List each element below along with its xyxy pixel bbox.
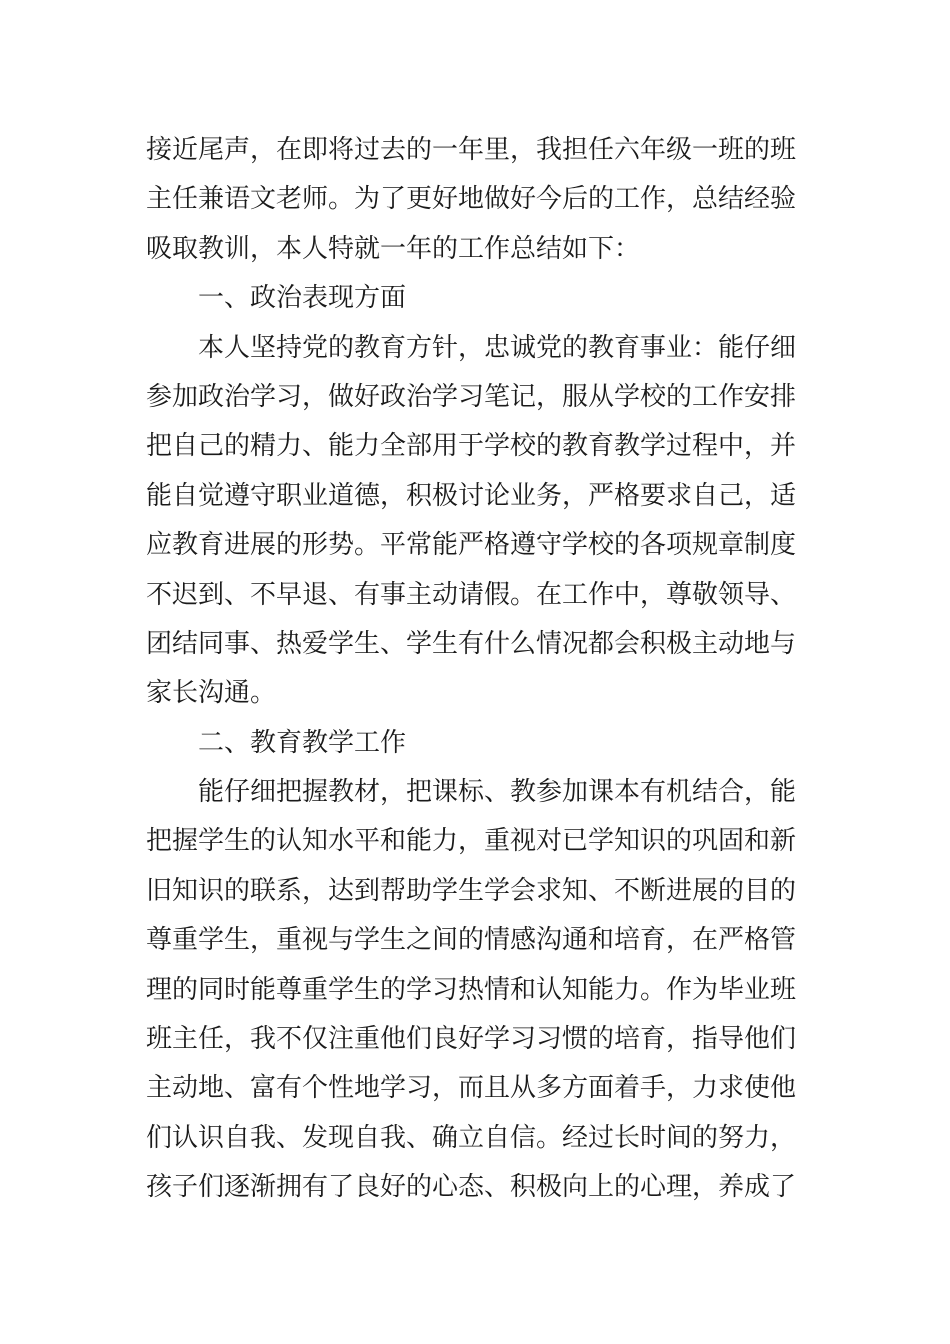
paragraph-first-line: 本人坚持党的教育方针，忠诚党的教育事业：能仔细	[198, 332, 797, 363]
text-line: 不迟到、不早退、有事主动请假。在工作中，尊敬领导、	[146, 579, 797, 610]
text-line: 主任兼语文老师。为了更好地做好今后的工作，总结经验	[146, 184, 797, 215]
text-line: 主动地、富有个性地学习，而且从多方面着手，力求使他	[146, 1073, 797, 1104]
text-line: 团结同事、热爱学生、学生有什么情况都会积极主动地与	[146, 628, 797, 659]
section-heading: 二、教育教学工作	[198, 727, 407, 758]
text-line: 应教育进展的形势。平常能严格遵守学校的各项规章制度	[146, 530, 797, 561]
text-line: 吸取教训，本人特就一年的工作总结如下：	[146, 233, 641, 264]
text-line: 理的同时能尊重学生的学习热情和认知能力。作为毕业班	[146, 974, 797, 1005]
text-line: 接近尾声，在即将过去的一年里，我担任六年级一班的班	[146, 135, 797, 165]
document-body	[146, 126, 826, 1213]
paragraph-first-line: 能仔细把握教材，把课标、教参加课本有机结合，能	[198, 777, 797, 808]
text-line: 参加政治学习，做好政治学习笔记，服从学校的工作安排	[146, 381, 797, 412]
text-line: 孩子们逐渐拥有了良好的心态、积极向上的心理，养成了	[146, 1172, 797, 1203]
text-line: 尊重学生，重视与学生之间的情感沟通和培育，在严格管	[146, 925, 797, 956]
text-line: 把握学生的认知水平和能力，重视对已学知识的巩固和新	[146, 826, 797, 857]
section-heading: 一、政治表现方面	[198, 283, 407, 314]
text-line: 能自觉遵守职业道德，积极讨论业务，严格要求自己，适	[146, 480, 797, 511]
text-line: 们认识自我、发现自我、确立自信。经过长时间的努力，	[146, 1122, 797, 1153]
text-line: 旧知识的联系，达到帮助学生学会求知、不断进展的目的	[146, 875, 797, 906]
text-line: 家长沟通。	[146, 678, 277, 709]
text-line: 把自己的精力、能力全部用于学校的教育教学过程中，并	[146, 431, 797, 462]
text-line: 班主任，我不仅注重他们良好学习习惯的培育，指导他们	[146, 1024, 797, 1055]
